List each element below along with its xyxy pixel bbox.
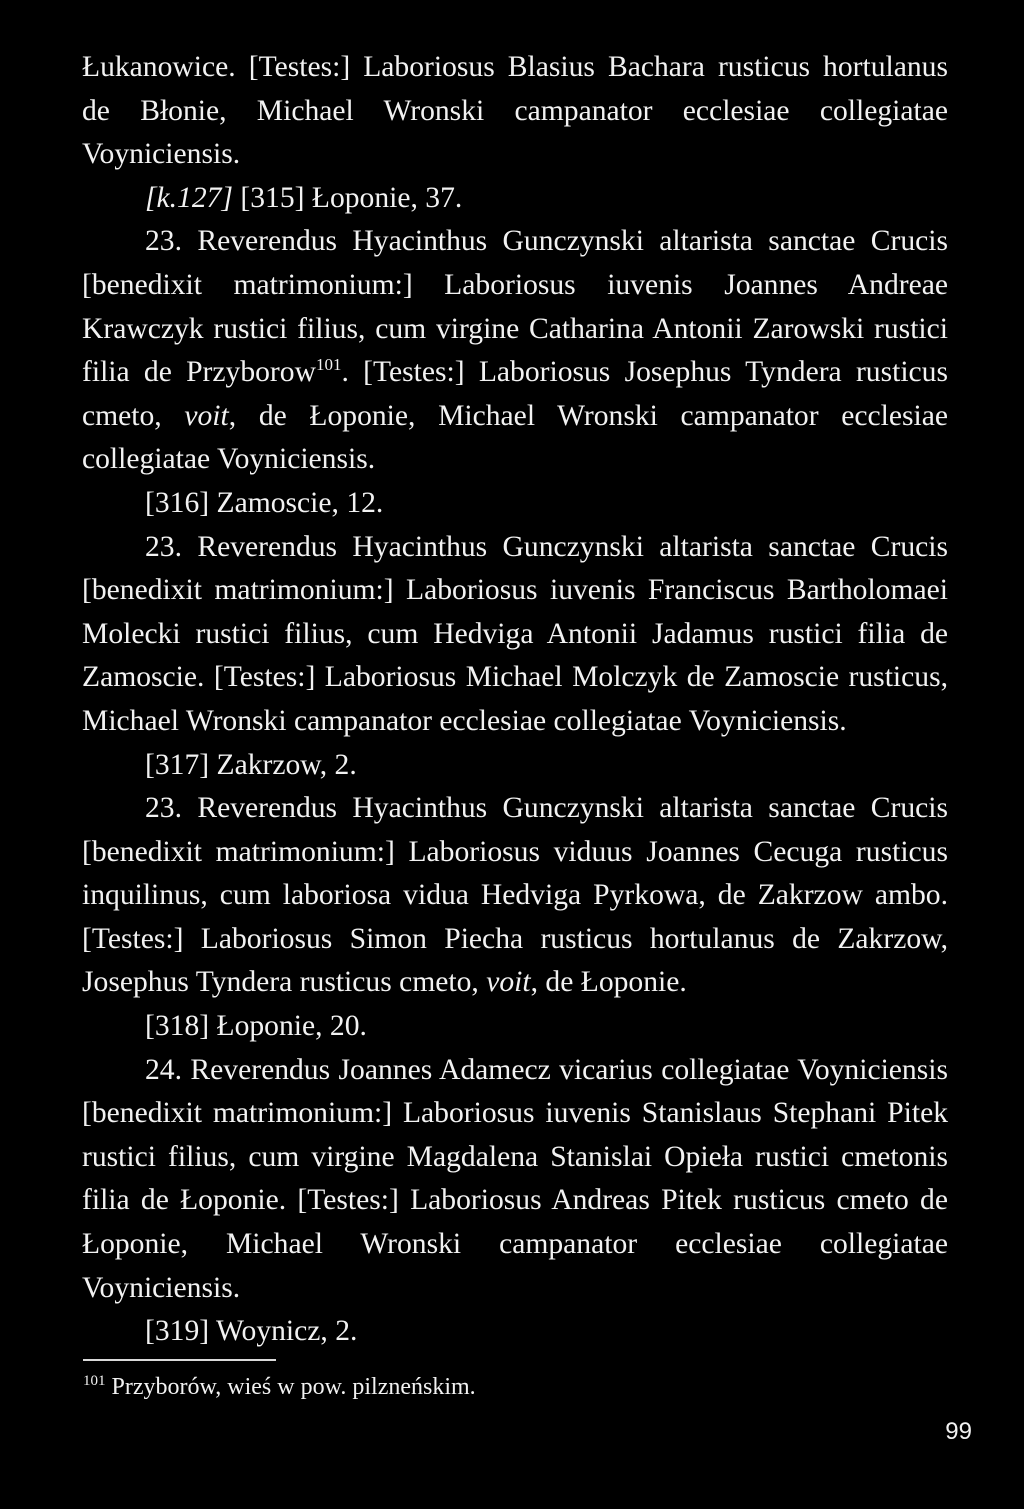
paragraph-lukanowice: Łukanowice. [Testes:] Laboriosus Blasius Bachara rusticus hortulanus de Błonie, Michael Wronski campanator ecclesiae collegiatae Voyniciensis. — [82, 51, 948, 171]
entry-paragraph-315 — [82, 220, 948, 482]
footnote — [83, 1372, 476, 1402]
entry-paragraph-316: 23. Reverendus Hyacinthus Gunczynski altarista sanctae Crucis [benedixit matrimonium:] Laboriosus iuvenis Franciscus Bartholomaei Molecki rustici filius, cum Hedviga Antonii Jadamus rustici filia de Zamoscie. [Testes:] Laboriosus Michael Molczyk de Zamoscie rusticus, Michael Wronski campanator ecclesiae collegiatae Voyniciensis. — [82, 530, 948, 737]
footnote-divider — [83, 1359, 276, 1361]
footnote-number: 101 — [83, 1373, 106, 1389]
entry-text: , de Łoponie, Michael Wronski campanator ecclesiae collegiatae Voyniciensis. — [82, 399, 949, 476]
entry-text: 23. Reverendus Hyacinthus Gunczynski altarista sanctae Crucis [benedixit matrimonium:] Laboriosus iuvenis Joannes Andreae Krawczyk rustici filius, cum virgine Catharina Antonii Zarowski rustici filia de Przyborow — [82, 225, 948, 389]
entry-heading-zakrzow-2: [317] Zakrzow, 2. — [145, 748, 357, 781]
folio-marker: [k.127] — [145, 181, 233, 214]
entry-heading-loponie-37 — [82, 177, 948, 221]
entry-text: . [Testes:] Laboriosus Josephus Tyndera rusticus cmeto, — [82, 356, 948, 432]
entry-text: , de Łoponie. — [530, 966, 687, 999]
entry-heading-woynicz-2: [319] Woynicz, 2. — [145, 1315, 358, 1348]
italic-term: voit — [184, 399, 229, 432]
entry-heading-zamoscie-12: [316] Zamoscie, 12. — [145, 486, 384, 519]
entry-text: 23. Reverendus Hyacinthus Gunczynski altarista sanctae Crucis [benedixit matrimonium:] Laboriosus viduus Joannes Cecuga rusticus inquilinus, cum laboriosa vidua Hedviga Pyrkowa, de Zakrzow ambo. [Testes:] Laboriosus Simon Piecha rusticus hortulanus de Zakrzow, Josephus Tyndera rusticus cmeto, — [82, 792, 948, 999]
page-number: 99 — [945, 1418, 972, 1445]
entry-paragraph-318: 24. Reverendus Joannes Adamecz vicarius collegiatae Voyniciensis [benedixit matrimonium:] Laboriosus iuvenis Stanislaus Stephani Pitek rustici filius, cum virgine Magdalena Stanislai Opieła rustici cmetonis filia de Łoponie. [Testes:] Laboriosus Andreas Pitek rusticus cmeto de Łoponie, Michael Wronski campanator ecclesiae collegiatae Voyniciensis. — [82, 1053, 948, 1304]
footnote-text: Przyborów, wieś w pow. pilzneńskim. — [105, 1374, 476, 1400]
footnote-reference[interactable]: 101 — [315, 355, 342, 375]
italic-term: voit — [486, 966, 531, 999]
page-body — [82, 46, 948, 1354]
entry-heading-loponie-20: [318] Łoponie, 20. — [145, 1010, 367, 1043]
entry-paragraph-317 — [82, 787, 948, 1005]
entry-heading-text: [315] Łoponie, 37. — [232, 181, 463, 214]
